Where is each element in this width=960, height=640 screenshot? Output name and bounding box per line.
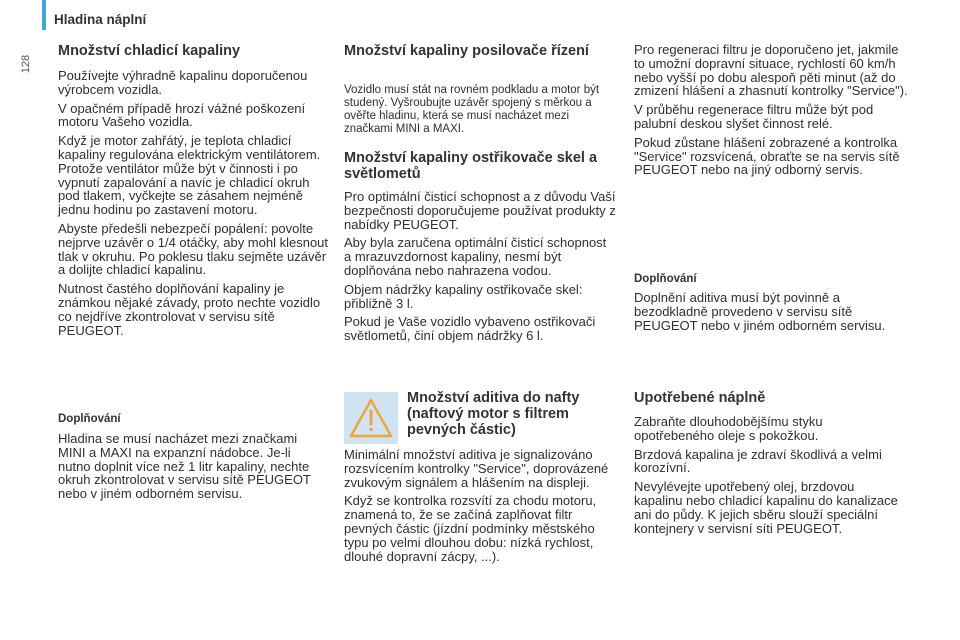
additive-refill-title: Doplňování — [634, 273, 697, 285]
page-number: 128 — [20, 54, 32, 74]
washer-fluid-text — [344, 190, 616, 343]
coolant-text — [58, 69, 330, 337]
regeneration-text — [634, 43, 910, 177]
washer-paragraph-1: Pro optimální čisticí schopnost a z důvodu Vaší bezpečnosti doporučujeme používat produkty z nabídky PEUGEOT. — [344, 189, 616, 232]
washer-paragraph-4: Pokud je Vaše vozidlo vybaveno ostřikovači světlometů, činí objem nádržky 6 l. — [344, 314, 596, 344]
regeneration-paragraph-1: Pro regeneraci filtru je doporučeno jet, jakmile to umožní dopravní situace, rychlostí 60 km/h nebo vyšší po dobu alespoň pěti minut (až do zmizení hlášení a zhasnutí kontrolky "Service"). — [634, 42, 908, 99]
steering-fluid-title: Množství kapaliny posilovače řízení — [344, 43, 589, 59]
used-fluids-text — [634, 415, 906, 535]
coolant-refill-text: Hladina se musí nacházet mezi značkami MINI a MAXI na expanzní nádobce. Je-li nutno doplnit více než 1 litr kapaliny, nechte okruh zkontrolovat v servisu sítě PEUGEOT nebo v jiném odborném servisu. — [58, 431, 311, 502]
used-fluids-paragraph-3: Nevylévejte upotřebený olej, brzdovou kapalinu nebo chladicí kapalinu do kanalizace ani do půdy. K jejich sběru slouží speciální kontejnery v servisní síti PEUGEOT. — [634, 479, 898, 536]
washer-fluid-title: Množství kapaliny ostřikovače skel a světlometů — [344, 150, 598, 182]
coolant-paragraph-2: V opačném případě hrozí vážné poškození motoru Vašeho vozidla. — [58, 100, 306, 130]
coolant-refill-title: Doplňování — [58, 413, 121, 425]
coolant-paragraph-5: Nutnost častého doplňování kapaliny je známkou nějaké závady, proto nechte vozidlo co nejdříve zkontrolovat v servisu sítě PEUGEOT. — [58, 281, 321, 338]
coolant-paragraph-3: Když je motor zahřátý, je teplota chladicí kapaliny regulována elektrickým ventilátorem. Protože ventilátor může být v činnosti i po vypnutí zapalování a navíc je chladicí okruh pod tlakem, vyčkejte se zásahem nejméně jednu hodinu po zastavení motoru. — [58, 133, 321, 218]
warning-box — [344, 392, 398, 444]
used-fluids-title: Upotřebené náplně — [634, 390, 766, 406]
regeneration-paragraph-3: Pokud zůstane hlášení zobrazené a kontrolka "Service" rozsvícená, obraťte se na servis sítě PEUGEOT nebo na jiný odborný servis. — [634, 134, 900, 178]
regeneration-paragraph-2: V průběhu regenerace filtru může být pod palubní deskou slyšet činnost relé. — [634, 102, 874, 131]
diesel-additive-text — [344, 448, 616, 563]
additive-paragraph-2: Když se kontrolka rozsvítí za chodu motoru, znamená to, že se začíná zaplňovat filtr pevných částic (jízdní podmínky městského typu po velmi dlouhou dobu: nízká rychlost, dlouhé dopravní zácpy, ...). — [344, 493, 597, 564]
coolant-paragraph-1: Používejte výhradně kapalinu doporučenou výrobcem vozidla. — [58, 68, 308, 97]
coolant-paragraph-4: Abyste předešli nebezpečí popálení: povolte nejprve uzávěr o 1/4 otáčky, aby mohl klesnout tlak v okruhu. Po poklesu tlaku sejměte uzávěr a dolijte chladicí kapalinu. — [58, 220, 329, 278]
used-fluids-paragraph-1: Zabraňte dlouhodobějšímu styku opotřebeného oleje s pokožkou. — [634, 414, 823, 443]
warning-triangle-icon — [344, 392, 398, 444]
washer-paragraph-3: Objem nádržky kapaliny ostřikovače skel: přibližně 3 l. — [344, 281, 583, 311]
washer-paragraph-2: Aby byla zaručena optimální čisticí schopnost a mrazuvzdornost kapaliny, nesmí být doplňována nebo nahrazena vodou. — [344, 235, 607, 278]
diesel-additive-title: Množství aditiva do nafty (naftový motor s filtrem pevných částic) — [407, 390, 580, 438]
additive-paragraph-1: Minimální množství aditiva je signalizováno rozsvícením kontrolky "Service", doprovázené zvukovým signálem a hlášením na displeji. — [344, 447, 609, 490]
steering-fluid-text: Vozidlo musí stát na rovném podkladu a motor být studený. Vyšroubujte uzávěr spojený s měrkou a ověřte hladinu, která se musí nacházet mezi značkami MINI a MAXI. — [344, 84, 600, 135]
coolant-section-title: Množství chladicí kapaliny — [58, 43, 241, 59]
page-header-title: Hladina náplní — [54, 12, 147, 27]
additive-refill-text: Doplnění aditiva musí být povinně a bezodkladně provedeno v servisu sítě PEUGEOT nebo v jiném odborném servisu. — [634, 290, 886, 333]
section-accent-bar — [42, 0, 46, 30]
used-fluids-paragraph-2: Brzdová kapalina je zdraví škodlivá a velmi korozívní. — [634, 446, 882, 476]
